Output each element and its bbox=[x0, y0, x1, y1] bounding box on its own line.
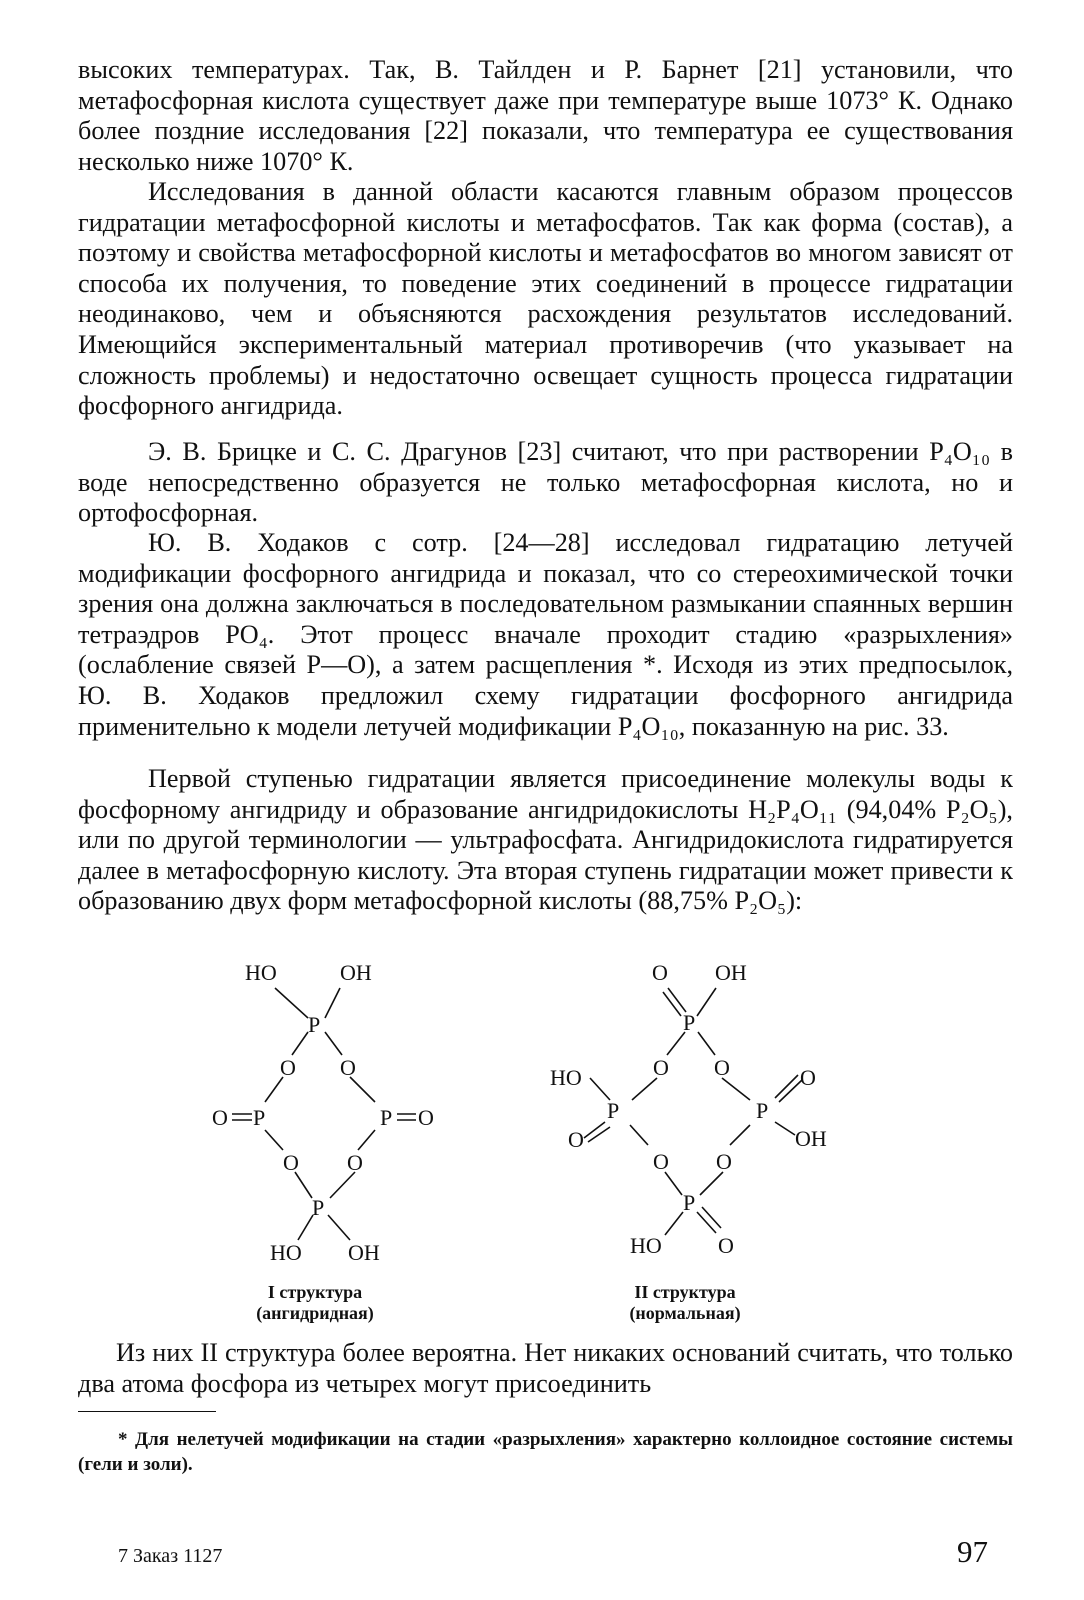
paragraph-3-text-a: Э. В. Брицке и С. С. Драгунов [23] считают, что при растворении bbox=[148, 437, 930, 466]
page-number: 97 bbox=[957, 1534, 988, 1569]
atom-oh-bottom: OH bbox=[348, 1240, 380, 1265]
atom-ho-bottom: HO bbox=[270, 1240, 302, 1265]
paragraph-1: высоких температурах. Так, В. Тайлден и Р. Барнет [21] установили, что метафосфорная кислота существует даже при температуре выше 1073° К. Однако более поздние исследования [22] показали, что температура ее существования несколько ниже 1070° К. bbox=[78, 55, 1013, 176]
atom-ho-left: HO bbox=[550, 1065, 582, 1090]
atom-o-top: O bbox=[652, 960, 668, 985]
structure-1-caption bbox=[215, 1282, 415, 1324]
atom-p-top: P bbox=[308, 1012, 321, 1037]
atom-o-lower-left: O bbox=[283, 1150, 299, 1175]
formula-po4: PO₄ bbox=[225, 619, 268, 649]
formula-p4o10-2: P₄O₁₀ bbox=[617, 711, 679, 741]
paragraph-4-text-c: , показанную на рис. 33. bbox=[678, 711, 949, 741]
atom-p-right: P bbox=[756, 1098, 769, 1123]
paragraph-5-text-b: (94,04% bbox=[837, 794, 946, 824]
atom-oh-top: OH bbox=[715, 960, 747, 985]
paragraph-3-text-b: в воде непосредственно образуется не только метафосфорная кислота, но и ортофосфорная. bbox=[78, 437, 1014, 528]
structure-2 bbox=[540, 950, 860, 1280]
paragraph-4 bbox=[78, 528, 1013, 742]
footnote: * Для нелетучей модификации на стадии «разрыхления» характерно коллоидное состояние системы (гели и золи). bbox=[78, 1429, 1013, 1475]
structure-2-caption-line-1: II структура bbox=[634, 1282, 736, 1302]
atom-o-right-double: O bbox=[800, 1065, 816, 1090]
atom-ho-bottom: HO bbox=[630, 1233, 662, 1258]
atom-o-left-double: O bbox=[568, 1127, 584, 1152]
paragraph-5-text-a: Первой ступенью гидратации является присоединение молекулы воды к фосфорному ангидриду и образование ангидридокислоты bbox=[78, 764, 1013, 824]
structure-2-caption-line-2: (нормальная) bbox=[629, 1303, 741, 1323]
atom-oh-right: OH bbox=[795, 1126, 827, 1151]
paragraph-5-text-d: ): bbox=[786, 886, 803, 916]
paragraph-5-text-c: ), или по другой терминологии — ультрафосфата. Ангидридокислота гидратируется далее в метафосфорную кислоту. Эта вторая ступень гидратации может привести к образованию двух форм метафосфорной кислоты (88,75% bbox=[78, 794, 1013, 916]
formula-p2o5-2: P₂O₅ bbox=[734, 886, 787, 916]
atom-o-upper-right: O bbox=[340, 1055, 356, 1080]
atom-o-left: O bbox=[212, 1105, 228, 1130]
atom-p-left: P bbox=[253, 1105, 266, 1130]
atom-p-right: P bbox=[380, 1105, 393, 1130]
paragraph-4-text-a: Ю. В. Ходаков с сотр. [24—28] исследовал гидратацию летучей модификации фосфорного ангидрида и показал, что со стереохимической точки зрения она должна заключаться в последовательном размыкании спаянных вершин тетраэдров bbox=[78, 528, 1013, 649]
atom-o-right: O bbox=[418, 1105, 434, 1130]
atom-o-upper-left: O bbox=[280, 1055, 296, 1080]
structure-2-drawing bbox=[540, 950, 860, 1280]
atom-p-top: P bbox=[683, 1010, 696, 1035]
printer-signature: 7 Заказ 1127 bbox=[118, 1545, 223, 1567]
formula-p2o5: P₂O₅ bbox=[945, 794, 998, 824]
formula-p4o10: P₄O₁₀ bbox=[929, 437, 991, 466]
atom-o-lower-left: O bbox=[653, 1149, 669, 1174]
structure-2-caption bbox=[585, 1282, 785, 1324]
atom-o-upper-right: O bbox=[714, 1055, 730, 1080]
paragraph-5 bbox=[78, 764, 1013, 917]
atom-o-bottom: O bbox=[718, 1233, 734, 1258]
atom-oh-top: OH bbox=[340, 960, 372, 985]
structure-1-caption-line-1: I структура bbox=[267, 1282, 363, 1302]
paragraph-4-text-b: . Этот процесс вначале проходит стадию «разрыхления» (ослабление связей Р—О), а затем расщепления *. Исходя из этих предпосылок, Ю. В. Ходаков предложил схему гидратации фосфорного ангидрида применительно к модели летучей модификации bbox=[78, 619, 1014, 741]
atom-ho-top: HO bbox=[245, 960, 277, 985]
structure-1-drawing bbox=[180, 950, 480, 1280]
structure-1 bbox=[180, 950, 480, 1280]
atom-o-lower-right: O bbox=[347, 1150, 363, 1175]
structure-1-caption-line-2: (ангидридная) bbox=[256, 1303, 374, 1323]
atom-o-upper-left: O bbox=[653, 1055, 669, 1080]
paragraph-6: Из них II структура более вероятна. Нет никаких оснований считать, что только два атома фосфора из четырех могут присоединить bbox=[78, 1338, 1013, 1398]
paragraph-3 bbox=[78, 437, 1013, 529]
atom-p-bottom: P bbox=[683, 1190, 696, 1215]
atom-p-left: P bbox=[607, 1098, 620, 1123]
formula-h2p4o11: H₂P₄O₁₁ bbox=[748, 794, 838, 824]
footnote-divider bbox=[78, 1411, 216, 1412]
atom-o-lower-right: O bbox=[716, 1149, 732, 1174]
atom-p-bottom: P bbox=[312, 1195, 325, 1220]
paragraph-2: Исследования в данной области касаются главным образом процессов гидратации метафосфорной кислоты и метафосфатов. Так как форма (состав), а поэтому и свойства метафосфорной кислоты и метафосфатов во многом зависят от способа их получения, то поведение этих соединений в процессе гидратации неодинаково, чем и объясняются расхождения результатов исследований. Имеющийся экспериментальный материал противоречив (что указывает на сложность проблемы) и недостаточно освещает сущность процесса гидратации фосфорного ангидрида. bbox=[78, 177, 1013, 421]
